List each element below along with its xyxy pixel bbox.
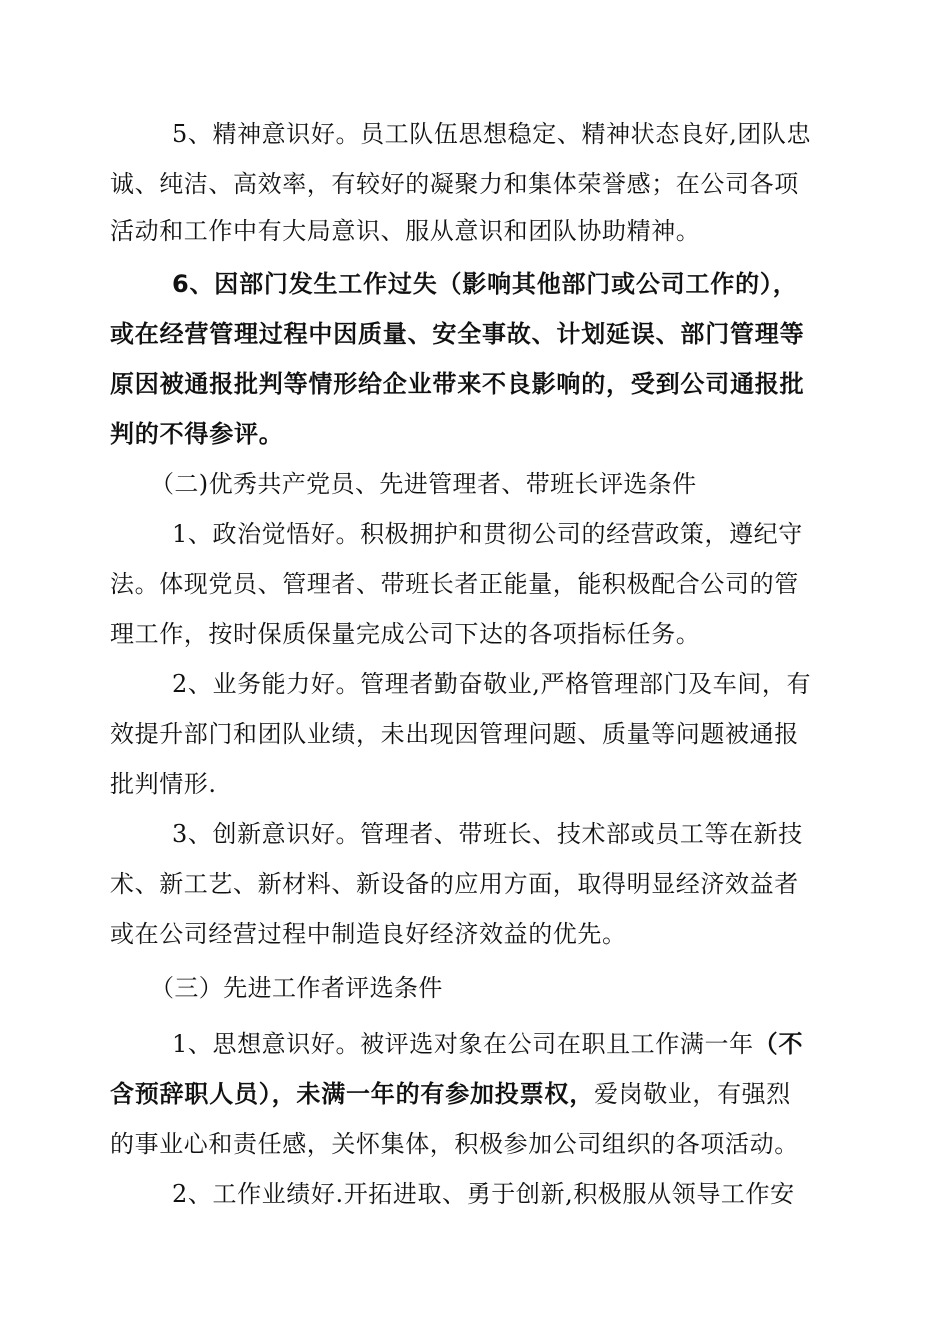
text-run: 1、思想意识好。被评选对象在公司在职且工作满一年 xyxy=(172,1030,754,1058)
paragraph-line-bold: 原因被通报批判等情形给企业带来不良影响的，受到公司通报批 xyxy=(110,370,805,398)
paragraph-line xyxy=(110,1078,845,1110)
paragraph-line: 5、精神意识好。员工队伍思想稳定、精神状态良好,团队忠 xyxy=(172,120,812,148)
paragraph-line: 理工作，按时保质保量完成公司下达的各项指标任务。 xyxy=(110,620,701,648)
paragraph-line: 法。体现党员、管理者、带班长者正能量，能积极配合公司的管 xyxy=(110,570,799,598)
paragraph-line: 批判情形. xyxy=(110,770,217,798)
paragraph-line: 活动和工作中有大局意识、服从意识和团队协助精神。 xyxy=(110,217,701,245)
paragraph-line: 2、工作业绩好.开拓进取、勇于创新,积极服从领导工作安 xyxy=(172,1180,795,1208)
paragraph-line-bold: 判的不得参评。 xyxy=(110,420,284,448)
text-run-bold: 含预辞职人员），未满一年的有参加投票权， xyxy=(110,1080,594,1108)
paragraph-line: 效提升部门和团队业绩，未出现因管理问题、质量等问题被通报 xyxy=(110,720,799,748)
section-heading: （三）先进工作者评选条件 xyxy=(150,974,443,1002)
paragraph-line-bold: 或在经营管理过程中因质量、安全事故、计划延误、部门管理等 xyxy=(110,320,805,348)
paragraph-line: 诚、纯洁、高效率，有较好的凝聚力和集体荣誉感；在公司各项 xyxy=(110,170,799,198)
paragraph-line: 3、创新意识好。管理者、带班长、技术部或员工等在新技 xyxy=(172,820,803,848)
text-run: 爱岗敬业，有强烈 xyxy=(594,1080,791,1108)
paragraph-line: 2、业务能力好。管理者勤奋敬业,严格管理部门及车间，有 xyxy=(172,670,812,698)
paragraph-line: 或在公司经营过程中制造良好经济效益的优先。 xyxy=(110,920,627,948)
paragraph-line: 1、政治觉悟好。积极拥护和贯彻公司的经营政策，遵纪守 xyxy=(172,520,803,548)
text-run-bold: （不 xyxy=(753,1030,804,1058)
paragraph-line xyxy=(172,1028,907,1060)
section-heading: （二)优秀共产党员、先进管理者、带班长评选条件 xyxy=(150,470,697,498)
paragraph-line: 的事业心和责任感，关怀集体，积极参加公司组织的各项活动。 xyxy=(110,1130,799,1158)
paragraph-line-bold: 6、因部门发生工作过失（影响其他部门或公司工作的）， xyxy=(172,270,798,298)
paragraph-line: 术、新工艺、新材料、新设备的应用方面，取得明显经济效益者 xyxy=(110,870,799,898)
